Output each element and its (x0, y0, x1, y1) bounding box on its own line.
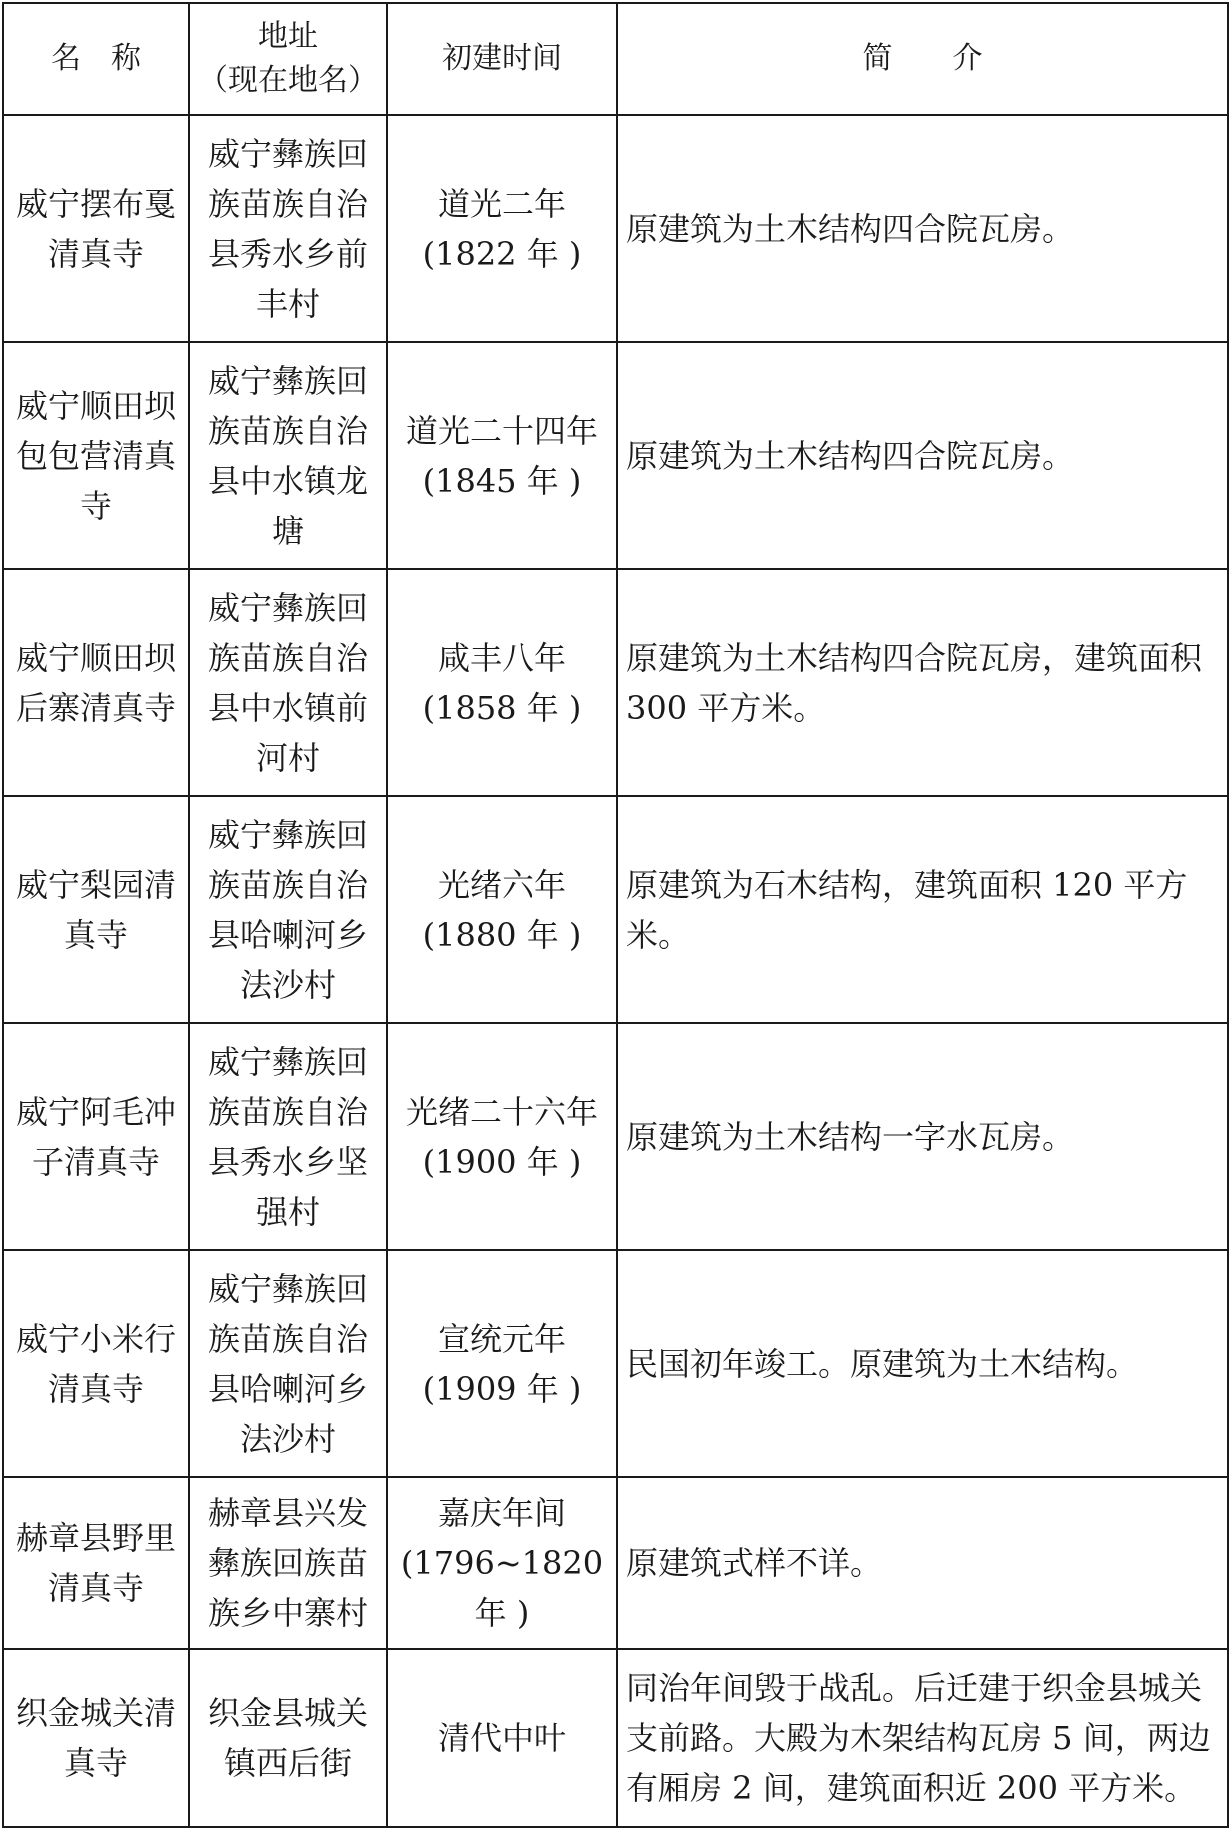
cell-name: 威宁顺田坝后寨清真寺 (3, 569, 189, 796)
cell-name: 威宁梨园清真寺 (3, 796, 189, 1023)
cell-intro: 原建筑为土木结构四合院瓦房。 (617, 342, 1228, 569)
cell-built: 光绪二十六年 (1900 年 ) (387, 1023, 617, 1250)
cell-name: 威宁顺田坝包包营清真寺 (3, 342, 189, 569)
table-row (3, 1250, 1228, 1477)
cell-address: 威宁彝族回族苗族自治县秀水乡坚强村 (189, 1023, 387, 1250)
header-address: 地址 （现在地名） (189, 3, 387, 115)
cell-intro: 原建筑式样不详。 (617, 1477, 1228, 1649)
cell-built: 道光二年 (1822 年 ) (387, 115, 617, 342)
cell-address: 威宁彝族回族苗族自治县中水镇龙塘 (189, 342, 387, 569)
table-row (3, 115, 1228, 342)
cell-built: 嘉庆年间 (1796~1820 年 ) (387, 1477, 617, 1649)
cell-name: 威宁小米行清真寺 (3, 1250, 189, 1477)
cell-address: 威宁彝族回族苗族自治县秀水乡前丰村 (189, 115, 387, 342)
cell-built: 清代中叶 (387, 1649, 617, 1827)
cell-name: 威宁阿毛冲子清真寺 (3, 1023, 189, 1250)
header-name: 名 称 (3, 3, 189, 115)
cell-name: 威宁摆布戛清真寺 (3, 115, 189, 342)
cell-address: 威宁彝族回族苗族自治县中水镇前河村 (189, 569, 387, 796)
header-intro: 简 介 (617, 3, 1228, 115)
cell-address: 威宁彝族回族苗族自治县哈喇河乡法沙村 (189, 1250, 387, 1477)
table-row (3, 1023, 1228, 1250)
cell-intro: 原建筑为土木结构一字水瓦房。 (617, 1023, 1228, 1250)
cell-built: 宣统元年 (1909 年 ) (387, 1250, 617, 1477)
cell-address: 赫章县兴发彝族回族苗族乡中寨村 (189, 1477, 387, 1649)
header-row (3, 3, 1228, 115)
cell-address: 威宁彝族回族苗族自治县哈喇河乡法沙村 (189, 796, 387, 1023)
table-row (3, 1477, 1228, 1649)
cell-intro: 原建筑为土木结构四合院瓦房，建筑面积300 平方米。 (617, 569, 1228, 796)
cell-built: 咸丰八年 (1858 年 ) (387, 569, 617, 796)
table-row (3, 796, 1228, 1023)
table-row (3, 1649, 1228, 1827)
cell-intro: 原建筑为石木结构，建筑面积 120 平方米。 (617, 796, 1228, 1023)
cell-name: 赫章县野里清真寺 (3, 1477, 189, 1649)
table-row (3, 342, 1228, 569)
cell-built: 道光二十四年 (1845 年 ) (387, 342, 617, 569)
cell-intro: 民国初年竣工。原建筑为土木结构。 (617, 1250, 1228, 1477)
cell-intro: 原建筑为土木结构四合院瓦房。 (617, 115, 1228, 342)
table-row (3, 569, 1228, 796)
cell-name: 织金城关清真寺 (3, 1649, 189, 1827)
cell-built: 光绪六年 (1880 年 ) (387, 796, 617, 1023)
cell-address: 织金县城关镇西后街 (189, 1649, 387, 1827)
cell-intro: 同治年间毁于战乱。后迁建于织金县城关支前路。大殿为木架结构瓦房 5 间，两边有厢房 2 间，建筑面积近 200 平方米。 (617, 1649, 1228, 1827)
mosque-table (2, 2, 1229, 1828)
header-built: 初建时间 (387, 3, 617, 115)
